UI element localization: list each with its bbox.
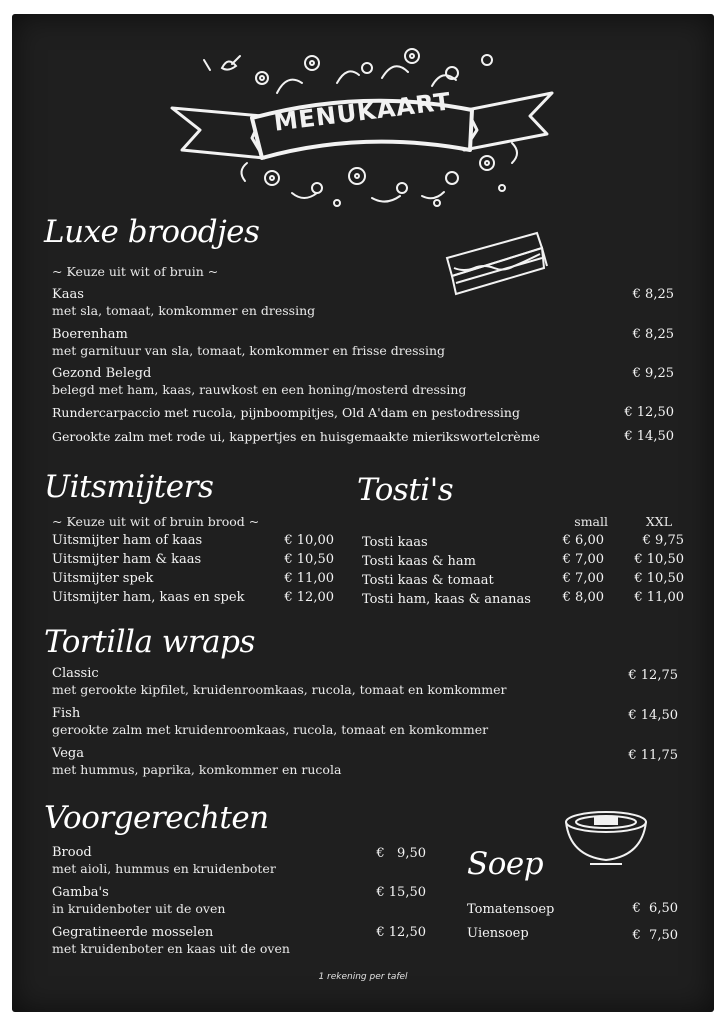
chalkboard-menu (12, 14, 714, 1012)
wrap-item-price: € 11,75 (628, 748, 678, 763)
luxe-item-desc: met garnituur van sla, tomaat, komkommer en frisse dressing (52, 343, 446, 358)
starter-item-price: € 9,50 (376, 846, 426, 861)
uitsmijter-item-name: Uitsmijter ham of kaas (52, 533, 203, 548)
uitsmijters-bread-choice-note: ~ Keuze uit wit of bruin brood ~ (52, 514, 260, 529)
section-heading-voorgerechten: Voorgerechten (44, 800, 269, 836)
luxe-item-desc: belegd met ham, kaas, rauwkost en een honing/mosterd dressing (52, 382, 467, 397)
footer-note: 1 rekening per tafel (318, 972, 408, 982)
uitsmijter-item-price: € 10,00 (284, 533, 334, 548)
luxe-item-name: Gezond Belegd (52, 366, 152, 381)
tosti-column-xxl: XXL (645, 514, 672, 529)
soup-item-name: Uiensoep (467, 926, 529, 941)
soup-bowl-icon (560, 806, 652, 866)
luxe-item-desc: met sla, tomaat, komkommer en dressing (52, 303, 316, 318)
wrap-item-price: € 14,50 (628, 708, 678, 723)
tosti-small-price: € 6,00 (562, 533, 604, 548)
tosti-small-price: € 7,00 (562, 571, 604, 586)
starter-item-name: Brood (52, 845, 92, 860)
wrap-item-name: Vega (52, 746, 84, 761)
starter-item-desc: met aioli, hummus en kruidenboter (52, 861, 276, 876)
starter-item-desc: met kruidenboter en kaas uit de oven (52, 941, 290, 956)
wrap-item-price: € 12,75 (628, 668, 678, 683)
luxe-item-name: Rundercarpaccio met rucola, pijnboompitjes, Old A'dam en pestodressing (52, 405, 520, 420)
tosti-xxl-price: € 10,50 (634, 571, 684, 586)
tosti-item-name: Tosti ham, kaas & ananas (362, 592, 531, 607)
uitsmijter-item-name: Uitsmijter ham & kaas (52, 552, 202, 567)
wrap-item-desc: gerookte zalm met kruidenroomkaas, rucola, tomaat en komkommer (52, 722, 489, 737)
luxe-item-price: € 12,50 (624, 405, 674, 420)
wrap-item-name: Fish (52, 706, 81, 721)
tosti-item-name: Tosti kaas & tomaat (362, 573, 494, 588)
wrap-item-desc: met gerookte kipfilet, kruidenroomkaas, rucola, tomaat en komkommer (52, 682, 507, 697)
luxe-item-name: Kaas (52, 287, 84, 302)
uitsmijter-item-price: € 12,00 (284, 590, 334, 605)
menu-title: MENUKAART (272, 87, 453, 137)
luxe-item-price: € 9,25 (632, 366, 674, 381)
starter-item-name: Gamba's (52, 885, 109, 900)
starter-item-name: Gegratineerde mosselen (52, 925, 214, 940)
uitsmijter-item-name: Uitsmijter spek (52, 571, 154, 586)
tosti-xxl-price: € 9,75 (642, 533, 684, 548)
luxe-item-name: Gerookte zalm met rode ui, kappertjes en huisgemaakte mierikswortelcrème (52, 429, 540, 444)
tosti-item-name: Tosti kaas (362, 535, 428, 550)
tosti-column-small: small (574, 514, 608, 529)
tosti-small-price: € 8,00 (562, 590, 604, 605)
tosti-xxl-price: € 10,50 (634, 552, 684, 567)
wrap-item-name: Classic (52, 666, 99, 681)
luxe-item-price: € 8,25 (632, 287, 674, 302)
section-heading-luxe-broodjes: Luxe broodjes (44, 214, 260, 250)
starter-item-desc: in kruidenboter uit de oven (52, 901, 226, 916)
section-heading-tostis: Tosti's (357, 472, 454, 508)
tosti-small-price: € 7,00 (562, 552, 604, 567)
uitsmijter-item-price: € 10,50 (284, 552, 334, 567)
soup-item-price: € 7,50 (632, 928, 678, 943)
section-heading-tortilla-wraps: Tortilla wraps (44, 624, 255, 660)
starter-item-price: € 12,50 (376, 925, 426, 940)
starter-item-price: € 15,50 (376, 885, 426, 900)
sandwich-icon (442, 228, 552, 298)
soup-item-name: Tomatensoep (467, 902, 555, 917)
wrap-item-desc: met hummus, paprika, komkommer en rucola (52, 762, 342, 777)
luxe-item-price: € 14,50 (624, 429, 674, 444)
section-heading-soep: Soep (467, 846, 544, 882)
uitsmijter-item-name: Uitsmijter ham, kaas en spek (52, 590, 245, 605)
uitsmijter-item-price: € 11,00 (284, 571, 334, 586)
tosti-xxl-price: € 11,00 (634, 590, 684, 605)
luxe-bread-choice-note: ~ Keuze uit wit of bruin ~ (52, 264, 219, 279)
soup-item-price: € 6,50 (632, 901, 678, 916)
section-heading-uitsmijters: Uitsmijters (44, 469, 214, 505)
tosti-item-name: Tosti kaas & ham (362, 554, 477, 569)
luxe-item-name: Boerenham (52, 327, 128, 342)
luxe-item-price: € 8,25 (632, 327, 674, 342)
